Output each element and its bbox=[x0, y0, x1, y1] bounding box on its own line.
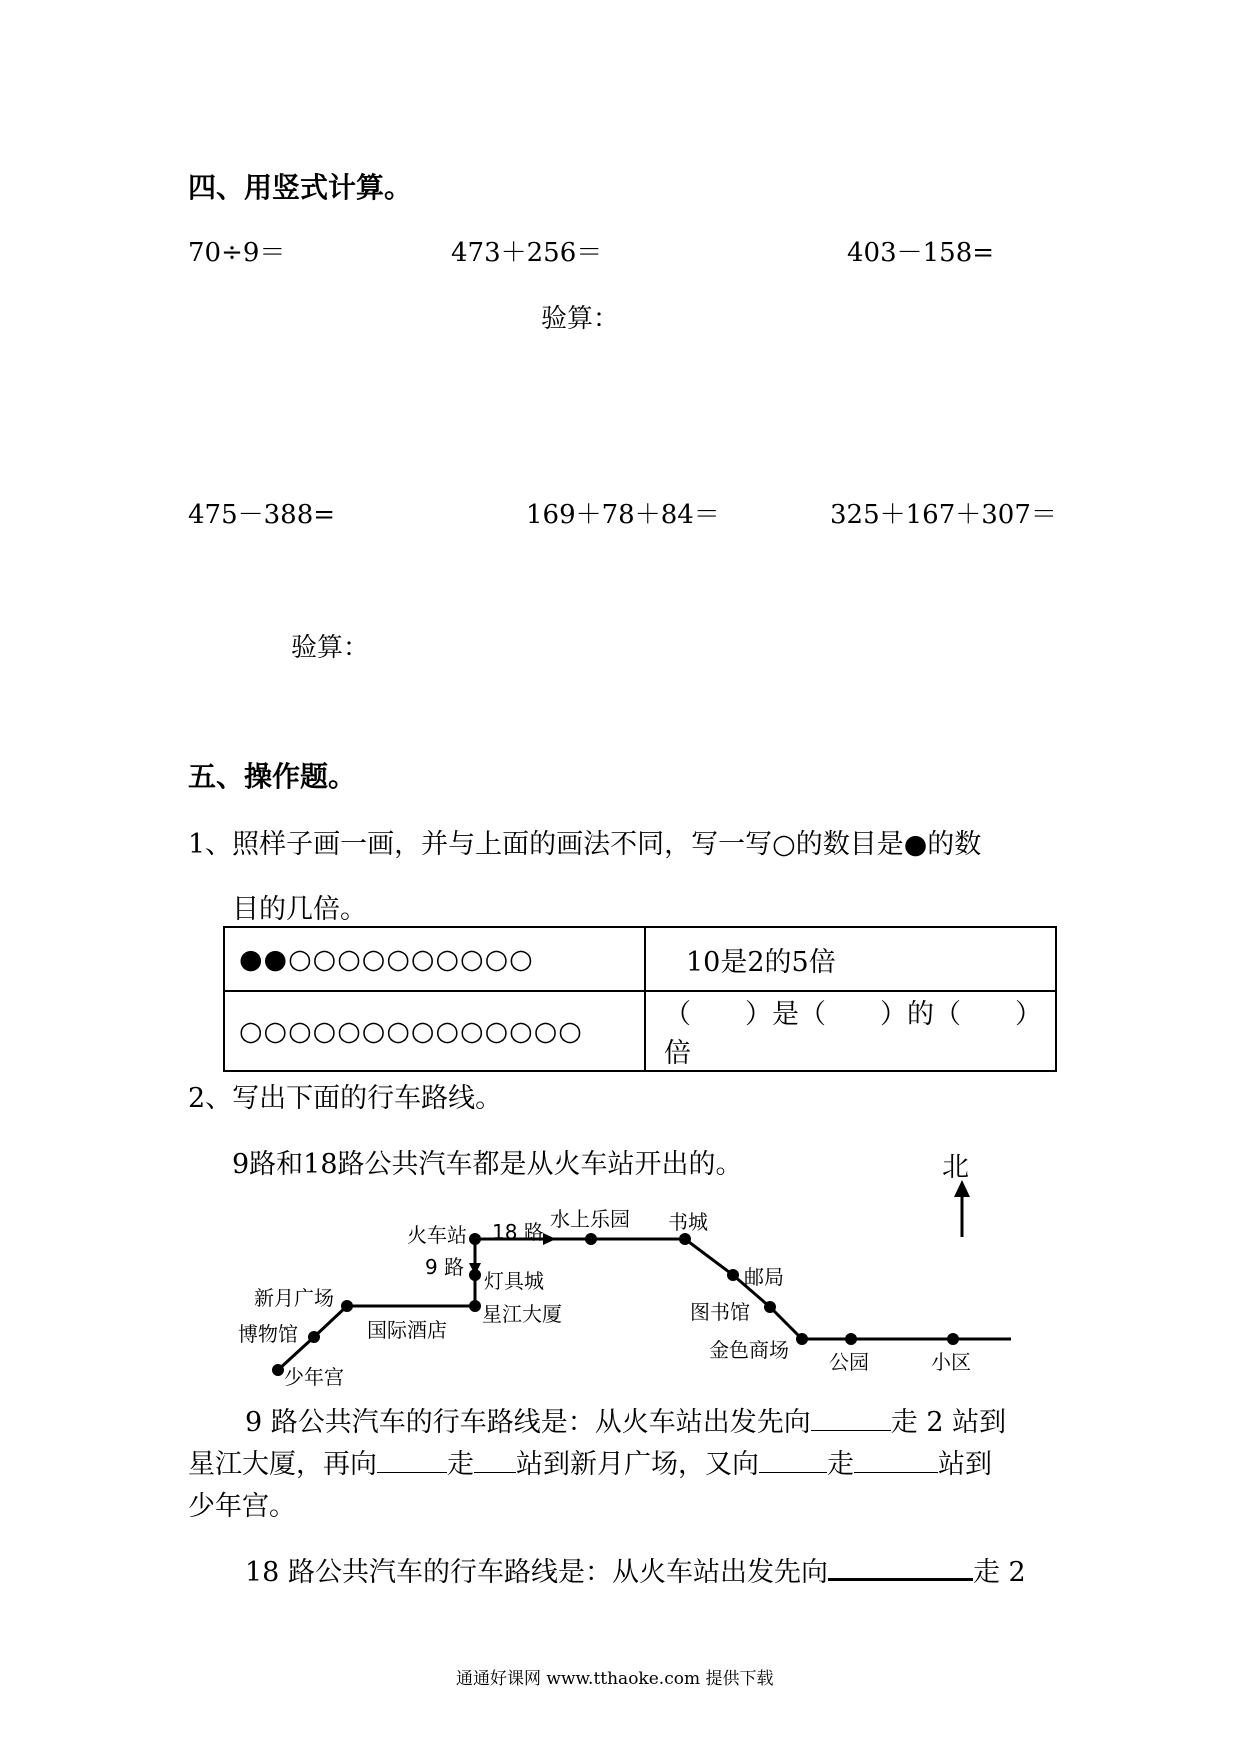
q1-line1: 1、照样子画一画，并与上面的画法不同，写一写○的数目是●的数 bbox=[188, 829, 982, 860]
station-dot bbox=[845, 1333, 857, 1345]
answer-blank[interactable] bbox=[854, 1446, 938, 1473]
station-label: 博物馆 bbox=[238, 1322, 298, 1346]
station-dot bbox=[272, 1364, 284, 1376]
answer-blank[interactable] bbox=[811, 1404, 891, 1431]
route18-text: 18 路公共汽车的行车路线是：从火车站出发先向 bbox=[245, 1557, 828, 1588]
route9-text-line1 bbox=[245, 1400, 1006, 1439]
station-label: 金色商场 bbox=[709, 1338, 789, 1362]
station-dot bbox=[341, 1300, 353, 1312]
station-label: 邮局 bbox=[744, 1265, 784, 1289]
answer-cell: （ ）是（ ）的（ ）倍 bbox=[645, 991, 1056, 1071]
route9-text-line2 bbox=[188, 1442, 992, 1481]
q2-intro: 9路和18路公共汽车都是从火车站开出的。 bbox=[232, 1149, 743, 1180]
answer-blank[interactable] bbox=[377, 1446, 447, 1473]
problem-1: 70÷9＝ bbox=[188, 238, 286, 268]
route-label: 9 路 bbox=[425, 1255, 465, 1279]
route18-text: 走 2 bbox=[972, 1557, 1026, 1588]
station-label: 书城 bbox=[668, 1210, 708, 1234]
station-label: 国际酒店 bbox=[367, 1318, 447, 1342]
station-dot bbox=[764, 1301, 776, 1313]
north-label: 北 bbox=[942, 1152, 969, 1183]
check-label-2: 验算： bbox=[291, 633, 370, 663]
route-label: 18 路 bbox=[492, 1220, 544, 1244]
problem-6: 325＋167＋307＝ bbox=[830, 500, 1057, 530]
station-dot bbox=[469, 1233, 481, 1245]
shapes-cell: ○○○○○○○○○○○○○○ bbox=[224, 991, 645, 1071]
route9-text: 走 bbox=[447, 1449, 474, 1480]
answer-cell: 10是2的5倍 bbox=[645, 927, 1056, 991]
station-dot bbox=[308, 1331, 320, 1343]
q2-title: 2、写出下面的行车路线。 bbox=[188, 1083, 503, 1114]
problem-4: 475－388= bbox=[188, 500, 336, 530]
station-label: 水上乐园 bbox=[550, 1207, 630, 1231]
section5-title: 五、操作题。 bbox=[188, 760, 357, 793]
route9-text: 站到新月广场，又向 bbox=[516, 1449, 759, 1480]
station-dot bbox=[947, 1333, 959, 1345]
problem-2: 473＋256＝ bbox=[451, 238, 603, 268]
route9-text: 走 bbox=[827, 1449, 854, 1480]
station-label: 少年宫 bbox=[284, 1365, 344, 1389]
station-label: 公园 bbox=[829, 1350, 869, 1374]
route9-text: 9 路公共汽车的行车路线是：从火车站出发先向 bbox=[245, 1407, 811, 1438]
footer-text: 通通好课网 www.tthaoke.com 提供下载 bbox=[456, 1669, 774, 1689]
station-label: 星江大厦 bbox=[482, 1302, 562, 1326]
answer-blank[interactable] bbox=[828, 1552, 973, 1581]
station-dot bbox=[796, 1333, 808, 1345]
station-label: 新月广场 bbox=[254, 1286, 334, 1310]
station-label: 图书馆 bbox=[690, 1300, 750, 1324]
q1-line2: 目的几倍。 bbox=[232, 894, 367, 925]
station-dot bbox=[469, 1300, 481, 1312]
station-label: 灯具城 bbox=[484, 1269, 544, 1293]
route9-text: 星江大厦，再向 bbox=[188, 1449, 377, 1480]
check-label-1: 验算： bbox=[541, 304, 620, 334]
answer-blank[interactable] bbox=[474, 1446, 516, 1473]
route18-text-line1 bbox=[245, 1550, 1026, 1589]
station-label: 小区 bbox=[931, 1350, 971, 1374]
route9-text: 走 2 站到 bbox=[890, 1407, 1007, 1438]
station-label: 火车站 bbox=[407, 1223, 467, 1247]
route9-text-line3: 少年宫。 bbox=[188, 1491, 296, 1522]
station-dot bbox=[469, 1269, 481, 1281]
section4-title: 四、用竖式计算。 bbox=[188, 171, 413, 204]
problem-3: 403－158= bbox=[847, 238, 995, 268]
answer-blank[interactable] bbox=[759, 1446, 827, 1473]
station-dot bbox=[585, 1233, 597, 1245]
shapes-cell: ●●○○○○○○○○○○ bbox=[224, 927, 645, 991]
station-dot bbox=[727, 1269, 739, 1281]
route9-text: 站到 bbox=[938, 1449, 992, 1480]
problem-5: 169＋78＋84＝ bbox=[526, 500, 720, 530]
